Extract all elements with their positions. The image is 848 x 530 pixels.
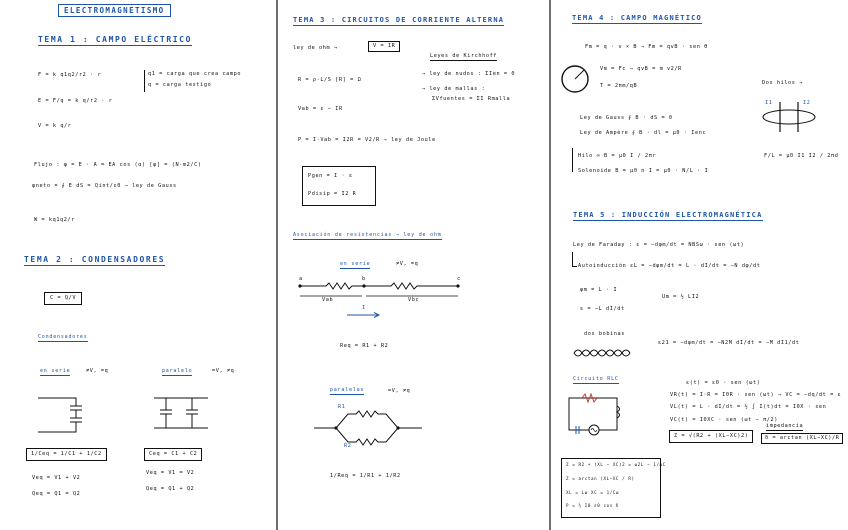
kirchhoff-title: Leyes de Kirchhoff xyxy=(430,54,497,61)
heading-tema-5: TEMA 5 : INDUCCIÓN ELECTROMAGNÉTICA xyxy=(573,211,763,219)
parallel-resistor-diagram xyxy=(312,408,424,448)
formula-solenoid: Solenoide B = μ0 n I = μ0 · N/L · I xyxy=(578,168,709,174)
note-source-charge: q1 = carga que crea campo xyxy=(148,71,242,77)
label-impedance: impedancia xyxy=(766,424,803,431)
note-test-charge: q = carga testigo xyxy=(148,82,212,88)
power-generated: Pgen = I · ε xyxy=(308,173,353,179)
resistor-r2-label: R2 xyxy=(344,443,352,449)
heading-tema-1: TEMA 1 : CAMPO ELÉCTRICO xyxy=(38,35,192,44)
note-paralelas: =V, ≠q xyxy=(388,388,411,394)
voltage-bc-label: Vbc xyxy=(408,297,420,303)
note-serie: ≠V, =q xyxy=(86,368,109,374)
label-resistencias-serie: en serie xyxy=(340,261,371,267)
formula-ampere: Ley de Ampère ∮ B · dl = μ0 · Ienc xyxy=(580,130,707,136)
formula-flux: Flujo : φ = E · A = EA cos (α) [φ] = (N·m2/C) xyxy=(34,162,202,168)
series-resistor-diagram xyxy=(296,282,462,308)
formula-force-per-length: F/L = μ0 I1 I2 / 2πd xyxy=(764,153,839,159)
kirchhoff-nodes: → ley de nudos : ΣIen = 0 xyxy=(422,71,516,77)
rlc-source: ε(t) = ε0 · sen (ωt) xyxy=(686,380,761,386)
impedance-box: Z = √(R2 + (XL−XC)2) xyxy=(669,430,753,443)
capacitance-box: C = Q/V xyxy=(44,292,82,305)
two-wires-diagram xyxy=(760,100,818,134)
rlc-circuit-diagram xyxy=(566,392,622,436)
formula-work: W = kq1q2/r xyxy=(34,217,75,223)
circular-motion-icon xyxy=(560,64,590,94)
kirchhoff-meshes: → ley de mallas : xyxy=(422,86,486,92)
formula-centripetal: Vm = Fc → qvB = m v2/R xyxy=(600,66,682,72)
brace-divider xyxy=(144,70,145,92)
current-arrow xyxy=(346,312,382,318)
node-a-label: a xyxy=(299,276,303,282)
label-rlc-circuit: Circuito RLC xyxy=(573,376,619,382)
formula-magnetic-flux: φm = L · I xyxy=(580,287,618,293)
series-capacitance-box: 1/Ceq = 1/C1 + 1/C2 xyxy=(26,448,107,461)
note-paralelo: =V, ≠q xyxy=(212,368,235,374)
formula-joule: P = I·Vab = I2R = V2/R → ley de Joule xyxy=(298,137,436,143)
heading-tema-4: TEMA 4 : CAMPO MAGNÉTICO xyxy=(572,14,702,22)
formula-potential: V = k q/r xyxy=(38,123,72,129)
formula-gauss-magnetic: Ley de Gauss ∮ B · dS = 0 xyxy=(580,115,673,121)
formula-req-parallel: 1/Req = 1/R1 + 1/R2 xyxy=(330,473,401,479)
label-condensadores: Condensadores xyxy=(38,334,88,340)
formula-mutual-induction: ε21 = −dφm/dt = −N2M dI/dt = −M dI1/dt xyxy=(658,340,800,346)
summary-phase: Z = arctan (XL−XC / R) xyxy=(566,476,635,481)
formula-autoinduction: Autoinducción εL = −dφm/dt = L · dI/dt = −N dφ/dt xyxy=(578,263,761,269)
summary-power: P = ½ I0 ε0 cos δ xyxy=(566,503,620,508)
autoinduction-bracket xyxy=(572,252,577,267)
note-resistencias-serie: ≠V, =q xyxy=(396,261,419,267)
current-label: I xyxy=(362,305,366,311)
wire-1-label: I1 xyxy=(765,100,773,106)
summary-box xyxy=(561,458,666,518)
formula-electric-field: E = F/q = k q/r2 · r xyxy=(38,98,113,104)
formula-magnetic-energy: Um = ½ LI2 xyxy=(662,294,700,300)
column-divider-right xyxy=(549,0,551,530)
formula-self-emf: ε = −L dI/dt xyxy=(580,306,625,312)
label-two-coils: dos bobinas xyxy=(584,331,625,337)
heading-tema-2: TEMA 2 : CONDENSADORES xyxy=(24,255,166,264)
label-ley-ohm: ley de ohm → xyxy=(293,45,338,51)
rlc-inductor: VL(t) = L · dI/dt = ½ ∫ I(t)dt = I0X · sen xyxy=(670,404,827,410)
rlc-resistor: VR(t) = I·R = I0R · sen (ωt) → VC = −dq/dt = ε xyxy=(670,392,842,398)
series-capacitor-diagram xyxy=(36,392,96,438)
column-divider-left xyxy=(276,0,278,530)
parallel-charge: Qeq = Q1 + Q2 xyxy=(146,486,195,492)
heading-tema-3: TEMA 3 : CIRCUITOS DE CORRIENTE ALTERNA xyxy=(293,16,505,24)
formula-period: T = 2πm/qB xyxy=(600,83,638,89)
parallel-voltage: Veq = V1 = V2 xyxy=(146,470,195,476)
parallel-capacitor-diagram xyxy=(152,394,212,434)
formula-resistance: R = ρ·L/S [R] = Ω xyxy=(298,77,362,83)
formula-req-series: Req = R1 + R2 xyxy=(340,343,389,349)
label-paralelas: paralelas xyxy=(330,387,365,393)
phase-angle-box: δ = arctan (XL−XC)/R xyxy=(761,433,843,444)
label-paralelo: paralelo xyxy=(162,368,193,374)
ohm-law-box: V = IR xyxy=(368,41,400,52)
wire-2-label: I2 xyxy=(803,100,811,106)
voltage-ab-label: Vab xyxy=(322,297,334,303)
formula-vab: Vab = ε − IR xyxy=(298,106,343,112)
summary-reactances: XL = Lω XC = 1/Cω xyxy=(566,490,620,495)
summary-impedance: Z = R2 + (XL − XC)2 = ω2L − 1/ωC xyxy=(566,462,666,467)
formula-faraday: Ley de Faraday : ε = −dφm/dt = NBSω · sen (ωt) xyxy=(573,242,745,248)
coils-icon xyxy=(572,348,634,358)
series-voltage: Veq = V1 + V2 xyxy=(32,475,81,481)
label-two-wires: Dos hilos → xyxy=(762,80,803,86)
power-box xyxy=(302,166,376,206)
formula-infinite-wire: Hilo ∞ B = μ0 I / 2πr xyxy=(578,153,657,159)
label-asociacion-resistencias: Asociación de resistencias → ley de ohm xyxy=(293,232,442,238)
formula-lorentz: Fm = q · v × B → Fm = qvB · sen θ xyxy=(585,44,708,50)
formula-coulomb-force: F = k q1q2/r2 · r xyxy=(38,72,102,78)
page-title: ELECTROMAGNETISMO xyxy=(58,4,171,17)
series-charge: Qeq = Q1 = Q2 xyxy=(32,491,81,497)
rlc-capacitor: VC(t) = I0XC · sen (ωt − π/2) xyxy=(670,417,778,423)
parallel-capacitance-box: Ceq = C1 + C2 xyxy=(144,448,202,461)
node-c-label: c xyxy=(457,276,461,282)
power-dissipated: Pdisip = I2 R xyxy=(308,191,357,197)
formula-gauss: φneto = ∮ E dS = Qint/ε0 → ley de Gauss xyxy=(32,183,177,189)
node-b-label: b xyxy=(362,276,366,282)
kirchhoff-mesh-formula: ΣVfuentes = ΣI Rmalla xyxy=(432,96,511,102)
bracket-divider xyxy=(572,148,573,172)
label-serie: en serie xyxy=(40,368,71,374)
resistor-r1-label: R1 xyxy=(338,404,346,410)
